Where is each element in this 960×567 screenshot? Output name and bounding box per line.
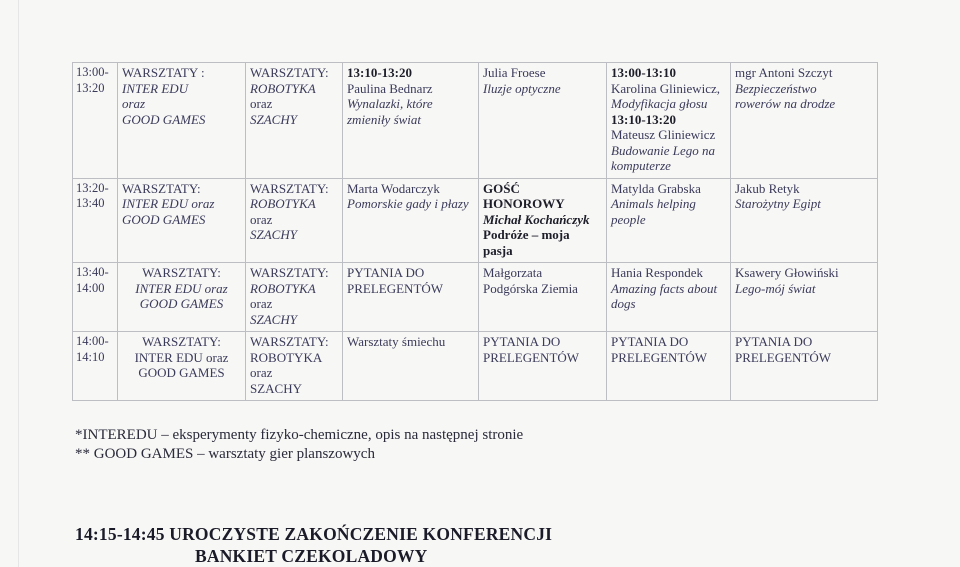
time-slot: 14:00- 14:10 [73,332,118,401]
footnotes [75,426,523,464]
time-slot: 13:20- 13:40 [73,178,118,263]
talk-cell: Matylda Grabska Animals helping people [607,178,731,263]
talk-cell: Julia Froese Iluzje optyczne [479,63,607,179]
talk-cell: Warsztaty śmiechu [343,332,479,401]
talk-cell: PYTANIA DO PRELEGENTÓW [343,263,479,332]
time-slot: 13:40- 14:00 [73,263,118,332]
talk-cell: PYTANIA DO PRELEGENTÓW [731,332,878,401]
closing-ceremony-line: 14:15-14:45 UROCZYSTE ZAKOŃCZENIE KONFERENCJI [75,524,553,544]
workshop-cell: WARSZTATY: INTER EDU oraz GOOD GAMES [118,178,246,263]
workshop-cell: WARSZTATY: ROBOTYKA oraz SZACHY [246,263,343,332]
time-slot: 13:00- 13:20 [73,63,118,179]
schedule-row [73,63,878,179]
talk-cell: Marta Wodarczyk Pomorskie gady i płazy [343,178,479,263]
talk-cell: PYTANIA DO PRELEGENTÓW [479,332,607,401]
workshop-cell: WARSZTATY: INTER EDU oraz GOOD GAMES [118,332,246,401]
talk-cell: GOŚĆ HONOROWY Michał Kochańczyk Podróże – moja pasja [479,178,607,263]
talk-cell: Ksawery Głowiński Lego-mój świat [731,263,878,332]
footnote-interedu: *INTEREDU – eksperymenty fizyko-chemiczne, opis na następnej stronie [75,427,524,443]
talk-cell: 13:00-13:10 Karolina Gliniewicz, Modyfikacja głosu 13:10-13:20 Mateusz Gliniewicz Budowanie Lego na komputerze [607,63,731,179]
talk-cell: 13:10-13:20 Paulina Bednarz Wynalazki, które zmieniły świat [343,63,479,179]
page-edge [18,0,19,567]
chocolate-banquet-line: BANKIET CZEKOLADOWY [195,546,428,566]
workshop-cell: WARSZTATY : INTER EDU oraz GOOD GAMES [118,63,246,179]
schedule-row [73,263,878,332]
closing-announcement [75,523,552,567]
workshop-cell: WARSZTATY: ROBOTYKA oraz SZACHY [246,332,343,401]
talk-cell: mgr Antoni Szczyt Bezpieczeństwo rowerów na drodze [731,63,878,179]
schedule-row [73,178,878,263]
talk-cell: PYTANIA DO PRELEGENTÓW [607,332,731,401]
talk-cell: Małgorzata Podgórska Ziemia [479,263,607,332]
workshop-cell: WARSZTATY: ROBOTYKA oraz SZACHY [246,178,343,263]
footnote-good-games: ** GOOD GAMES – warsztaty gier planszowych [75,446,375,462]
schedule-row [73,332,878,401]
schedule-table [72,62,878,401]
talk-cell: Hania Respondek Amazing facts about dogs [607,263,731,332]
workshop-cell: WARSZTATY: INTER EDU oraz GOOD GAMES [118,263,246,332]
talk-cell: Jakub Retyk Starożytny Egipt [731,178,878,263]
workshop-cell: WARSZTATY: ROBOTYKA oraz SZACHY [246,63,343,179]
